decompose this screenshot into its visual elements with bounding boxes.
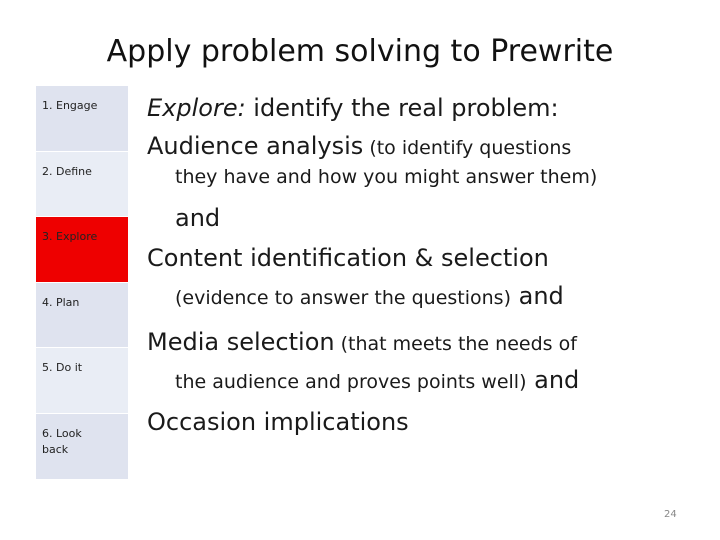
step-look-back: 6. Look back: [36, 414, 128, 480]
explore-term: Explore:: [147, 94, 246, 122]
step-explore: 3. Explore: [36, 217, 128, 283]
step-do-it: 5. Do it: [36, 348, 128, 414]
step-plan: 4. Plan: [36, 283, 128, 349]
page-number: 24: [664, 509, 677, 520]
body-line-1: Explore: identify the real problem:: [147, 94, 559, 122]
body-line-7: Media selection (that meets the needs of: [147, 328, 577, 356]
body-line-5: Content identification & selection: [147, 244, 549, 272]
body-line-6: (evidence to answer the questions) and: [175, 282, 564, 310]
step-define: 2. Define: [36, 152, 128, 218]
body-line-9: Occasion implications: [147, 408, 409, 436]
slide-body: [147, 94, 707, 436]
step-list: [36, 86, 128, 480]
slide-title: Apply problem solving to Prewrite: [106, 34, 614, 69]
step-engage: 1. Engage: [36, 86, 128, 152]
body-line-8: the audience and proves points well) and: [175, 366, 580, 394]
body-line-3: they have and how you might answer them): [175, 166, 598, 188]
body-line-2: Audience analysis (to identify questions: [147, 132, 572, 160]
body-line-4: and: [175, 204, 221, 232]
